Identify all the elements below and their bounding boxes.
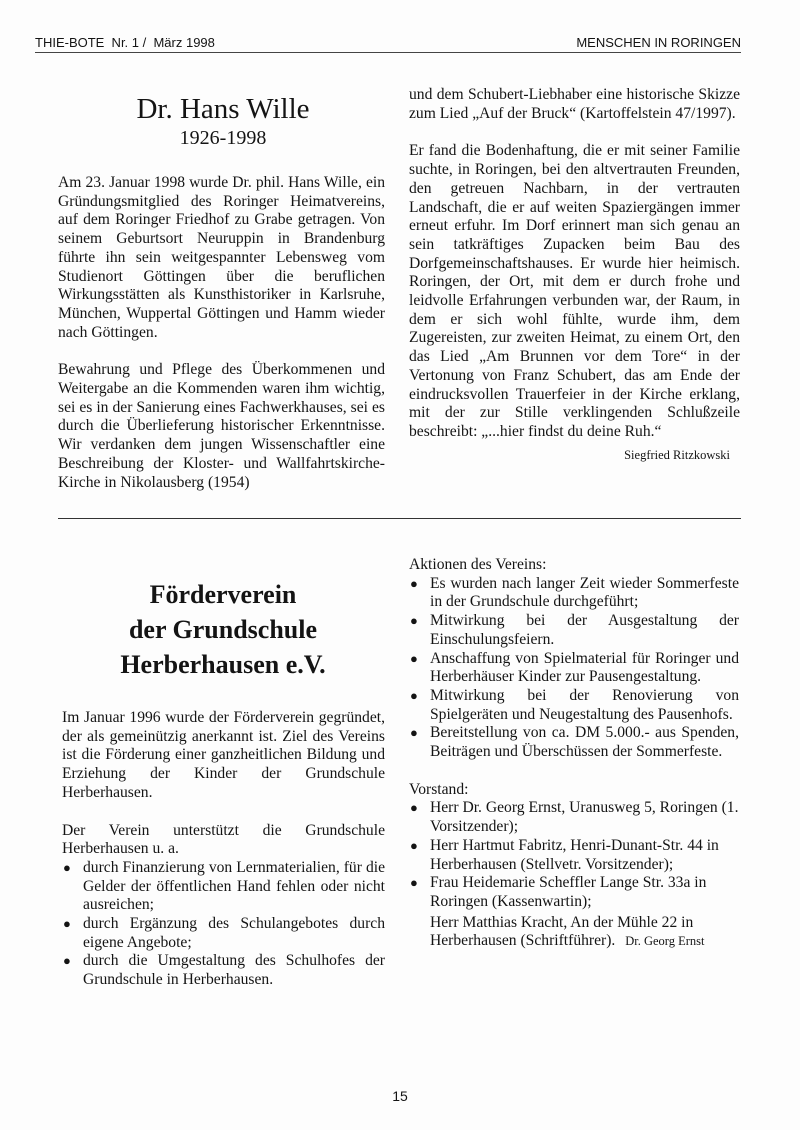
bullet-icon: ● [410, 837, 418, 853]
board-member-last: Herr Matthias Kracht, An der Mühle 22 in Herberhausen (Schriftführer). Dr. Georg Ernst [430, 913, 705, 950]
article2-support-list [62, 859, 385, 990]
running-header [35, 32, 741, 53]
article2-author: Dr. Georg Ernst [625, 934, 705, 949]
article2-board-lead: Vorstand: [409, 780, 469, 798]
article2-actions-list [409, 575, 739, 762]
bullet-icon: ● [63, 859, 71, 875]
action-item: ● Mitwirkung bei der Renovierung von Spielgeräten und Neugestaltung des Pausenhofs. [410, 686, 739, 723]
bullet-icon: ● [410, 687, 418, 703]
article1-author: Siegfried Ritzkowski [624, 447, 730, 462]
article2-intro: Im Januar 1996 wurde der Förderverein gegründet, der als gemeinützig anerkannt ist. Ziel des Vereins ist die Förderung einer ganzheitlichen Bildung und Erziehung der Kinder der Grundschule Herberhausen. [62, 709, 385, 801]
article2-support-lead: Der Verein unterstützt die Grundschule Herberhausen u. a. [62, 821, 385, 858]
article1-paragraph-3: und dem Schubert-Liebhaber eine historische Skizze zum Lied „Auf der Bruck“ (Kartoffelstein 47/1997). [409, 86, 740, 122]
bullet-icon: ● [410, 875, 418, 891]
article1-title: Dr. Hans Wille [136, 93, 310, 125]
article2-left-column [62, 709, 385, 990]
article1-paragraph-4: Er fand die Bodenhaftung, die er mit seiner Familie suchte, in Roringen, bei den altvertrauten Freunden, den getreuen Nachbarn, in der vertrauten Landschaft, die er auf weiten Spaziergängen immer erneut erfuhr. Im Dorf erinnert man sich genau an sein tatkräftiges Zupacken beim Bau des Dorfgemeinschaftshauses. Er wurde hier heimisch. Roringen, der Ort, mit dem er durch frohe und leidvolle Erfahrungen verbunden war, der Raum, in dem er sich wohl fühlte, wurde ihm, dem Zugereisten, zur zweiten Heimat, zu einem Ort, den das Lied „Am Brunnen vor dem Tore“ in der Vertonung von Franz Schubert, das am Ende der eindrucksvollen Trauerfeier in der Kirche erklang, mit der zur Stille verklingenden Schlußzeile beschreibt: „...hier findst du deine Ruh.“ [409, 142, 740, 440]
action-item: ● Mitwirkung bei der Ausgestaltung der Einschulungsfeiern. [410, 612, 739, 648]
action-item: ● Anschaffung von Spielmaterial für Roringer und Herberhäuser Kinder zur Pausengestaltung. [410, 649, 739, 686]
article2-title-line-2: der Grundschule [128, 615, 318, 644]
bullet-icon: ● [410, 800, 418, 816]
bullet-icon: ● [63, 953, 71, 969]
page-number: 15 [392, 1088, 408, 1104]
article2-title [58, 577, 388, 682]
support-item: ● durch Ergänzung des Schulangebotes durch eigene Angebote; [63, 915, 385, 951]
article2-actions-lead: Aktionen des Vereins: [409, 556, 547, 573]
article-separator [58, 518, 741, 519]
bullet-icon: ● [410, 650, 418, 666]
article2-title-line-3: Herberhausen e.V. [120, 650, 326, 679]
header-publication: THIE-BOTE Nr. 1 / März 1998 [35, 35, 215, 50]
bullet-icon: ● [410, 613, 418, 629]
article1-paragraph-2: Bewahrung und Pflege des Überkommenen und Weitergabe an die Kommenden waren ihm wichtig, sei es in der Sanierung eines Fachwerkhauses, sei es durch die Überlieferung historischer Erkenntnisse. Wir verdanken dem jungen Wissenschaftler eine Beschreibung der Kloster- und Wallfahrtskirche-Kirche in Nikolausberg (1954) [58, 361, 385, 491]
action-item: ● Es wurden nach langer Zeit wieder Sommerfeste in der Grundschule durchgeführt; [410, 574, 739, 611]
bullet-icon: ● [410, 725, 418, 741]
board-member: ● Frau Heidemarie Scheffler Lange Str. 33a in Roringen (Kassenwartin); [410, 874, 707, 910]
board-member: ● Herr Hartmut Fabritz, Henri-Dunant-Str. 44 in Herberhausen (Stellvetr. Vorsitzender); [410, 836, 719, 873]
bullet-icon: ● [410, 575, 418, 591]
board-member: ● Herr Dr. Georg Ernst, Uranusweg 5, Roringen (1. Vorsitzender); [410, 799, 739, 836]
article2-board-list [409, 799, 739, 911]
support-item: ● durch die Umgestaltung des Schulhofes der Grundschule in Herberhausen. [63, 952, 385, 989]
header-section: MENSCHEN IN RORINGEN [576, 35, 741, 50]
article1-left-column [58, 174, 385, 492]
article1-paragraph-1: Am 23. Januar 1998 wurde Dr. phil. Hans Wille, ein Gründungsmitglied des Roringer Heimatvereins, auf dem Roringer Friedhof zu Grabe getragen. Von seinem Geburtsort Neuruppin in Brandenburg führte ihn sein weitgespannter Lebensweg vom Studienort Göttingen über die beruflichen Wirkungsstätten als Kunsthistoriker in Karlsruhe, München, Wuppertal Göttingen und Hamm wieder nach Göttingen. [58, 174, 385, 341]
bullet-icon: ● [63, 916, 71, 932]
support-item: ● durch Finanzierung von Lernmaterialien, für die Gelder der öffentlichen Hand fehlen oder nicht ausreichen; [63, 858, 385, 914]
action-item: ● Bereitstellung von ca. DM 5.000.- aus Spenden, Beiträgen und Überschüssen der Sommerfeste. [410, 724, 739, 761]
article2-right-column [409, 556, 739, 951]
article1-right-column [409, 86, 740, 464]
article1-years: 1926-1998 [179, 127, 267, 149]
article2-title-line-1: Förderverein [149, 580, 297, 609]
